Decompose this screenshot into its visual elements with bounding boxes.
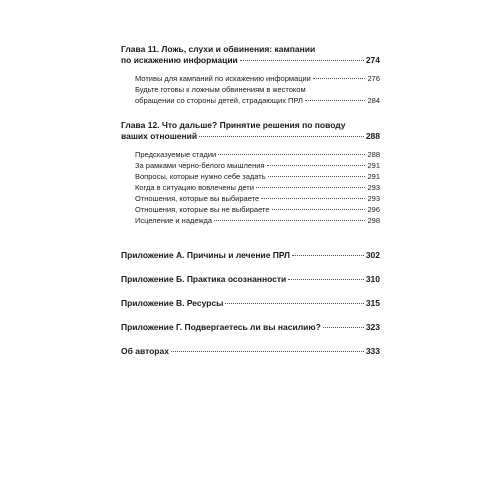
- appendix-title: Приложение В. Ресурсы: [121, 298, 224, 308]
- page-number: 333: [365, 346, 380, 356]
- page-number: 302: [365, 250, 380, 260]
- dot-leader: [256, 187, 366, 188]
- toc-section-entry[interactable]: [135, 160, 380, 171]
- toc-chapter-12: [121, 120, 380, 226]
- page-number: 288: [367, 150, 380, 159]
- appendix-title: Приложение А. Причины и лечение ПРЛ: [121, 250, 290, 260]
- dot-leader: [240, 60, 364, 61]
- toc-section-entry[interactable]: [135, 215, 380, 226]
- table-of-contents: [121, 44, 380, 370]
- page-number: 293: [367, 194, 380, 203]
- section-title: Предсказуемые стадии: [135, 150, 217, 159]
- toc-chapter-11: [121, 44, 380, 106]
- page-number: 296: [367, 205, 380, 214]
- page-number: 288: [365, 131, 380, 141]
- page-number: 284: [367, 96, 380, 105]
- dot-leader: [272, 209, 366, 210]
- section-title: Отношения, которые вы выбираете: [135, 194, 260, 203]
- dot-leader: [305, 100, 366, 101]
- appendix-title: Приложение Г. Подвергаетесь ли вы насилию?: [121, 322, 321, 332]
- dot-leader: [313, 78, 366, 79]
- section-list: [135, 73, 380, 106]
- dot-leader: [268, 176, 366, 177]
- chapter-title-line1: Глава 12. Что дальше? Принятие решения по поводу: [121, 120, 346, 130]
- section-title: Вопросы, которые нужно себе задать: [135, 172, 266, 181]
- page-number: 276: [367, 74, 380, 83]
- page-number: 310: [365, 274, 380, 284]
- dot-leader: [267, 165, 366, 166]
- dot-leader: [323, 327, 364, 328]
- toc-appendix-a[interactable]: [121, 250, 380, 261]
- toc-about-authors[interactable]: [121, 346, 380, 357]
- chapter-title-line2: ваших отношений: [121, 131, 198, 141]
- section-title-line2: обращении со стороны детей, страдающих ПРЛ: [135, 96, 303, 105]
- toc-appendix-b[interactable]: [121, 274, 380, 285]
- toc-section-entry[interactable]: [135, 193, 380, 204]
- dot-leader: [261, 198, 365, 199]
- page-number: 274: [365, 55, 380, 65]
- toc-section-entry[interactable]: [135, 204, 380, 215]
- appendix-list: [121, 250, 380, 357]
- toc-section-entry[interactable]: [135, 171, 380, 182]
- chapter-title-line1: Глава 11. Ложь, слухи и обвинения: кампании: [121, 44, 316, 54]
- section-list: [135, 149, 380, 226]
- dot-leader: [199, 136, 364, 137]
- toc-section-entry[interactable]: [135, 149, 380, 160]
- dot-leader: [218, 154, 365, 155]
- dot-leader: [288, 279, 364, 280]
- page-number: 298: [367, 216, 380, 225]
- section-title: За рамками черно-белого мышления: [135, 161, 265, 170]
- section-title: Исцеление и надежда: [135, 216, 213, 225]
- page-number: 315: [365, 298, 380, 308]
- toc-appendix-v[interactable]: [121, 298, 380, 309]
- chapter-title-entry[interactable]: [121, 131, 380, 142]
- dot-leader: [214, 220, 365, 221]
- toc-appendix-g[interactable]: [121, 322, 380, 333]
- section-title: Отношения, которые вы не выбираете: [135, 205, 270, 214]
- page-number: 291: [367, 172, 380, 181]
- page-number: 291: [367, 161, 380, 170]
- dot-leader: [225, 303, 363, 304]
- section-title: Мотивы для кампаний по искажению информации: [135, 74, 311, 83]
- section-title-line1: Будьте готовы к ложным обвинениям в жестоком: [135, 85, 306, 94]
- chapter-title-entry[interactable]: [121, 55, 380, 66]
- section-title: Когда в ситуацию вовлечены дети: [135, 183, 254, 192]
- page-number: 293: [367, 183, 380, 192]
- dot-leader: [171, 351, 364, 352]
- toc-section-entry[interactable]: [135, 73, 380, 84]
- toc-section-entry[interactable]: [135, 84, 380, 106]
- chapter-title-line2: по искажению информации: [121, 55, 238, 65]
- appendix-title: Об авторах: [121, 346, 169, 356]
- dot-leader: [292, 255, 364, 256]
- appendix-title: Приложение Б. Практика осознанности: [121, 274, 287, 284]
- page-number: 323: [365, 322, 380, 332]
- toc-section-entry[interactable]: [135, 182, 380, 193]
